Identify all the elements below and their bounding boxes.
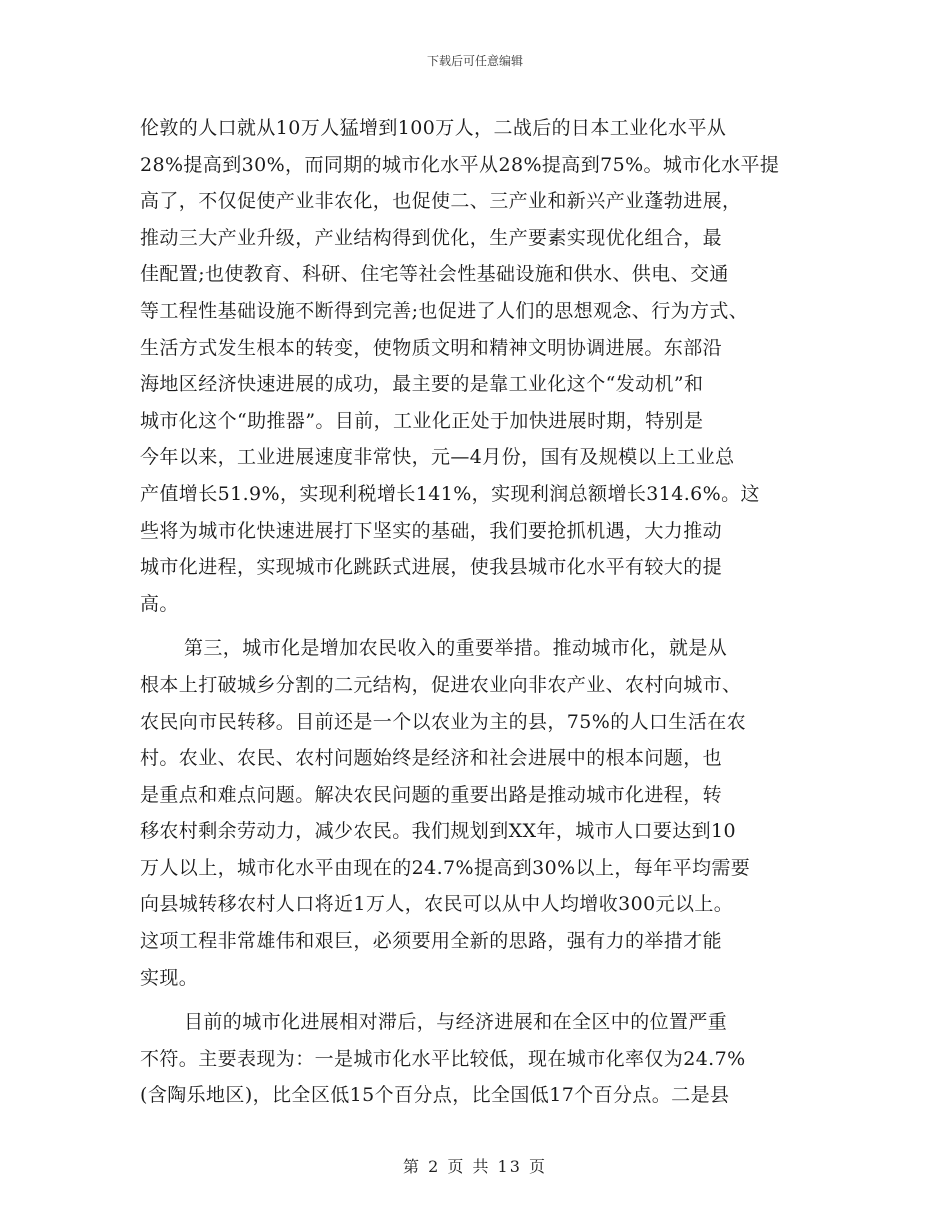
text-line: 产值增长51.9%，实现利税增长141%，实现利润总额增长314.6%。这	[140, 482, 760, 505]
text-line: (含陶乐地区)，比全区低15个百分点，比全国低17个百分点。二是县	[140, 1084, 730, 1107]
text-line: 海地区经济快速进展的成功，最主要的是靠工业化这个“发动机”和	[140, 373, 704, 396]
text-line: 是重点和难点问题。解决农民问题的重要出路是推动城市化进程，转	[140, 783, 723, 806]
page-header: 下载后可任意编辑	[426, 54, 523, 68]
text-line: 高。	[140, 592, 179, 615]
text-line: 移农村剩余劳动力，减少农民。我们规划到XX年，城市人口要达到10	[140, 820, 737, 843]
text-line: 根本上打破城乡分割的二元结构，促进农业向非农产业、农村向城市、	[140, 673, 742, 696]
text-line: 万人以上，城市化水平由现在的24.7%提高到30%以上，每年平均需要	[140, 856, 751, 879]
text-line: 生活方式发生根本的转变，使物质文明和精神文明协调进展。东部沿	[140, 336, 723, 359]
text-line: 这项工程非常雄伟和艰巨，必须要用全新的思路，强有力的举措才能	[140, 930, 723, 953]
text-line: 等工程性基础设施不断得到完善;也促进了人们的思想观念、行为方式、	[140, 299, 749, 322]
text-line: 些将为城市化快速进展打下坚实的基础，我们要抢抓机遇，大力推动	[140, 519, 723, 542]
text-line: 推动三大产业升级，产业结构得到优化，生产要素实现优化组合，最	[140, 226, 723, 249]
text-line: 28%提高到30%，而同期的城市化水平从28%提高到75%。城市化水平提	[140, 153, 780, 176]
page-footer: 第 2 页 共 13 页	[403, 1157, 547, 1176]
text-line: 今年以来，工业进展速度非常快，元—4月份，国有及规模以上工业总	[140, 446, 735, 469]
text-line: 实现。	[140, 966, 199, 989]
paragraph	[140, 630, 816, 996]
text-line: 村。农业、农民、农村问题始终是经济和社会进展中的根本问题，也	[140, 747, 723, 770]
paragraph	[140, 1004, 816, 1114]
paragraph	[140, 110, 816, 622]
document-body	[140, 110, 816, 1114]
text-line: 城市化这个“助推器”。目前，工业化正处于加快进展时期，特别是	[140, 409, 704, 432]
text-line: 高了，不仅促使产业非农化，也促使二、三产业和新兴产业蓬勃进展，	[140, 190, 742, 213]
text-line: 向县城转移农村人口将近1万人，农民可以从中人均增收300元以上。	[140, 893, 734, 916]
text-line: 城市化进程，实现城市化跳跃式进展，使我县城市化水平有较大的提	[140, 556, 723, 579]
text-line: 目前的城市化进展相对滞后，与经济进展和在全区中的位置严重	[184, 1011, 728, 1034]
text-line: 佳配置;也使教育、科研、住宅等社会性基础设施和供水、供电、交通	[140, 263, 729, 286]
text-line: 不符。主要表现为：一是城市化水平比较低，现在城市化率仅为24.7%	[140, 1047, 746, 1070]
text-line: 伦敦的人口就从10万人猛增到100万人，二战后的日本工业化水平从	[140, 117, 727, 139]
text-line: 农民向市民转移。目前还是一个以农业为主的县，75%的人口生活在农	[140, 710, 747, 733]
text-line: 第三，城市化是增加农民收入的重要举措。推动城市化，就是从	[184, 637, 728, 660]
